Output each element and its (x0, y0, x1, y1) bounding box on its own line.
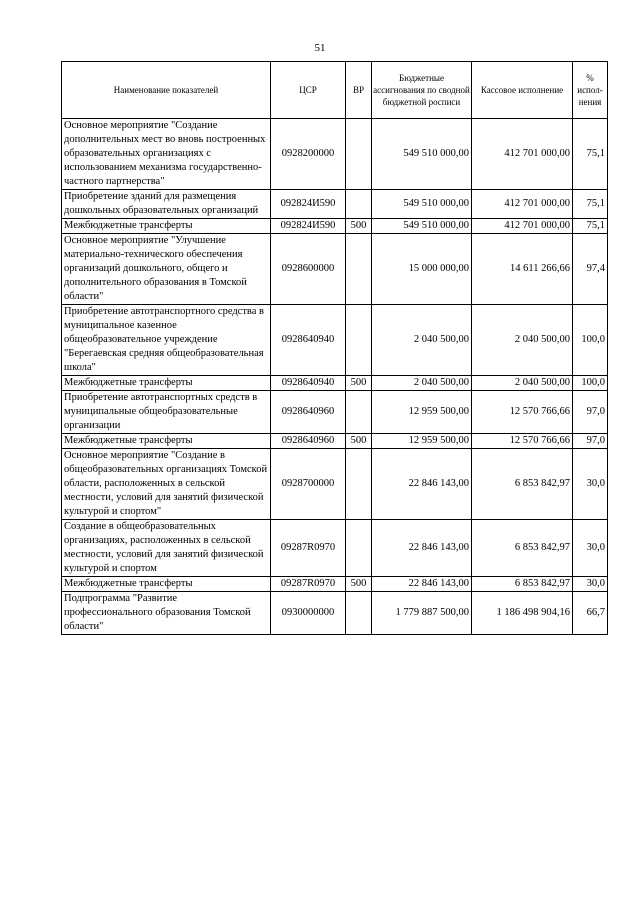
row-cash: 14 611 266,66 (472, 234, 573, 305)
row-csr: 0928600000 (271, 234, 346, 305)
budget-execution-table (61, 61, 608, 635)
row-vr (346, 520, 372, 577)
row-budget: 549 510 000,00 (372, 219, 472, 234)
row-name: Основное мероприятие "Улучшение материально-технического обеспечения организаций дошкольного, общего и дополнительного образования в Томской области" (62, 234, 271, 305)
row-vr: 500 (346, 577, 372, 592)
row-percent: 100,0 (573, 305, 608, 376)
table-row (62, 391, 608, 434)
row-csr: 092824И590 (271, 190, 346, 219)
table-row (62, 520, 608, 577)
row-vr (346, 119, 372, 190)
row-vr: 500 (346, 376, 372, 391)
row-cash: 1 186 498 904,16 (472, 592, 573, 635)
header-vr: ВР (346, 62, 372, 119)
table-row (62, 305, 608, 376)
row-cash: 6 853 842,97 (472, 449, 573, 520)
row-csr: 092824И590 (271, 219, 346, 234)
table-row (62, 376, 608, 391)
table-row (62, 219, 608, 234)
row-vr: 500 (346, 219, 372, 234)
table-header-row (62, 62, 608, 119)
row-vr (346, 391, 372, 434)
table-row (62, 449, 608, 520)
table-row (62, 190, 608, 219)
row-percent: 97,0 (573, 391, 608, 434)
row-budget: 15 000 000,00 (372, 234, 472, 305)
row-budget: 22 846 143,00 (372, 520, 472, 577)
table-row (62, 234, 608, 305)
header-percent: % испол-нения (573, 62, 608, 119)
row-name: Основное мероприятие "Создание дополнительных мест во вновь построенных образовательных организациях с использованием механизма государственно-частного партнерства" (62, 119, 271, 190)
row-budget: 12 959 500,00 (372, 434, 472, 449)
row-budget: 549 510 000,00 (372, 190, 472, 219)
row-csr: 0928640940 (271, 376, 346, 391)
row-vr (346, 234, 372, 305)
row-name: Создание в общеобразовательных организациях, расположенных в сельской местности, условий для занятий физической культурой и спортом (62, 520, 271, 577)
row-name: Межбюджетные трансферты (62, 376, 271, 391)
row-name: Межбюджетные трансферты (62, 577, 271, 592)
header-name: Наименование показателей (62, 62, 271, 119)
row-cash: 6 853 842,97 (472, 520, 573, 577)
row-percent: 66,7 (573, 592, 608, 635)
row-cash: 412 701 000,00 (472, 119, 573, 190)
row-budget: 22 846 143,00 (372, 577, 472, 592)
row-csr: 0928640960 (271, 391, 346, 434)
row-csr: 0928640960 (271, 434, 346, 449)
page-number: 51 (314, 42, 326, 54)
row-cash: 12 570 766,66 (472, 434, 573, 449)
row-cash: 12 570 766,66 (472, 391, 573, 434)
row-csr: 0928640940 (271, 305, 346, 376)
row-csr: 0928700000 (271, 449, 346, 520)
header-cash: Кассовое исполнение (472, 62, 573, 119)
row-percent: 75,1 (573, 119, 608, 190)
table-row (62, 119, 608, 190)
row-name: Приобретение зданий для размещения дошкольных образовательных организаций (62, 190, 271, 219)
row-budget: 2 040 500,00 (372, 376, 472, 391)
table-row (62, 577, 608, 592)
row-budget: 1 779 887 500,00 (372, 592, 472, 635)
row-name: Приобретение автотранспортных средств в муниципальные общеобразовательные организации (62, 391, 271, 434)
row-csr: 09287R0970 (271, 520, 346, 577)
row-cash: 412 701 000,00 (472, 190, 573, 219)
row-percent: 97,4 (573, 234, 608, 305)
row-name: Подпрограмма "Развитие профессионального образования Томской области" (62, 592, 271, 635)
table-row (62, 434, 608, 449)
row-name: Межбюджетные трансферты (62, 434, 271, 449)
row-cash: 6 853 842,97 (472, 577, 573, 592)
row-cash: 2 040 500,00 (472, 305, 573, 376)
row-vr: 500 (346, 434, 372, 449)
row-budget: 12 959 500,00 (372, 391, 472, 434)
row-percent: 100,0 (573, 376, 608, 391)
table-row (62, 592, 608, 635)
row-budget: 2 040 500,00 (372, 305, 472, 376)
row-vr (346, 305, 372, 376)
row-percent: 30,0 (573, 449, 608, 520)
row-vr (346, 449, 372, 520)
row-name: Приобретение автотранспортного средства в муниципальное казенное общеобразовательное учреждение "Берегаевская средняя общеобразовательная школа" (62, 305, 271, 376)
row-budget: 22 846 143,00 (372, 449, 472, 520)
row-csr: 09287R0970 (271, 577, 346, 592)
row-cash: 2 040 500,00 (472, 376, 573, 391)
row-csr: 0928200000 (271, 119, 346, 190)
row-csr: 0930000000 (271, 592, 346, 635)
row-percent: 75,1 (573, 219, 608, 234)
row-percent: 97,0 (573, 434, 608, 449)
row-budget: 549 510 000,00 (372, 119, 472, 190)
header-csr: ЦСР (271, 62, 346, 119)
row-name: Межбюджетные трансферты (62, 219, 271, 234)
row-percent: 30,0 (573, 577, 608, 592)
row-name: Основное мероприятие "Создание в общеобразовательных организациях Томской области, расположенных в сельской местности, условий для занятий физической культурой и спортом" (62, 449, 271, 520)
row-vr (346, 592, 372, 635)
row-percent: 30,0 (573, 520, 608, 577)
row-percent: 75,1 (573, 190, 608, 219)
row-vr (346, 190, 372, 219)
row-cash: 412 701 000,00 (472, 219, 573, 234)
header-budget: Бюджетные ассигнования по сводной бюджетной росписи (372, 62, 472, 119)
